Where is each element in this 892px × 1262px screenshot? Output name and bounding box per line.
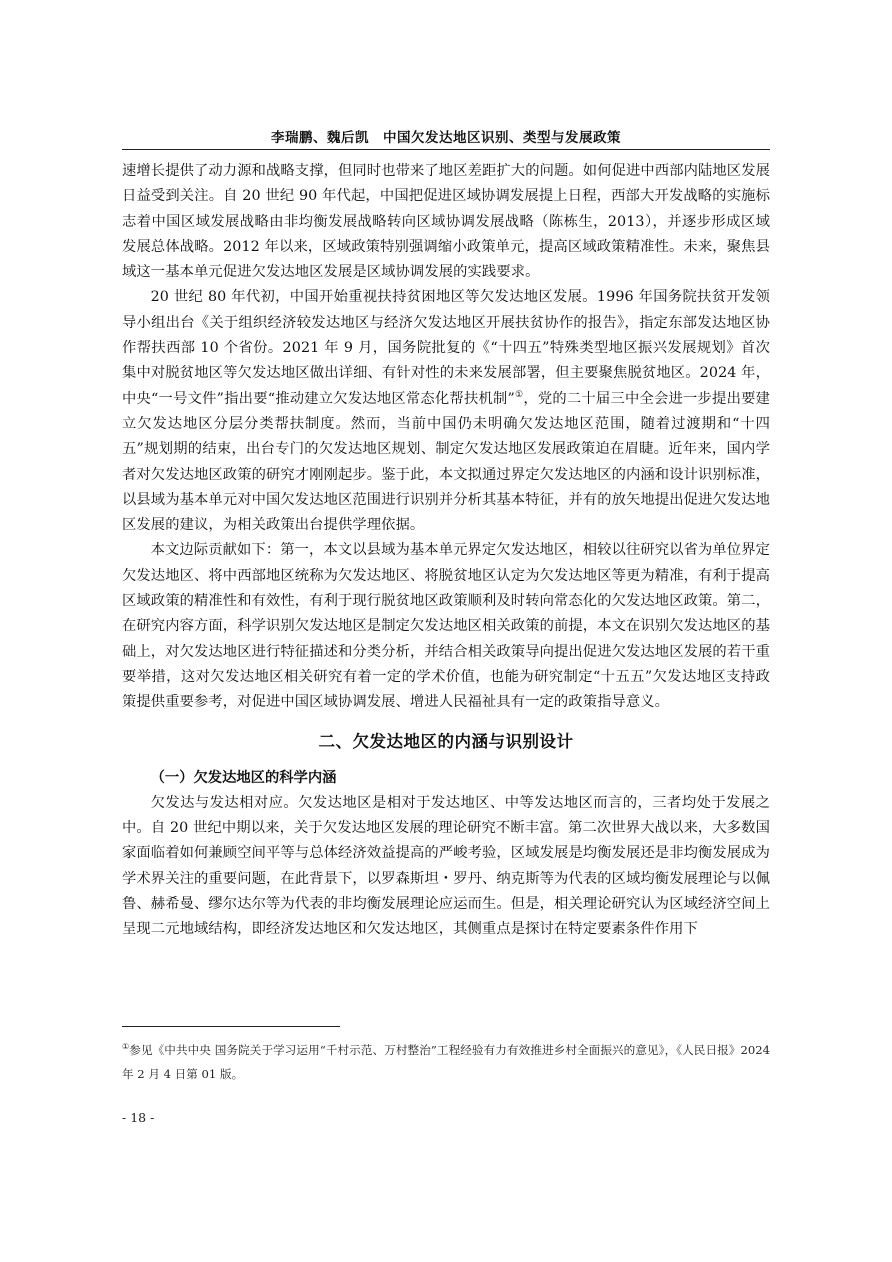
paragraph-2-part-a: 20 世纪 80 年代初，中国开始重视扶持贫困地区等欠发达地区发展。1996 年国务院扶贫开发领导小组出台《关于组织经济较发达地区与经济欠发达地区开展扶贫协作的报告》，指定东部发达地区协作帮扶西部 10 个省份。2021 年 9 月，国务院批复的《“十四五”特殊类型地区振兴发展规划》首次集中对脱贫地区等欠发达地区做出详细、有针对性的未来发展部署，但主要聚焦脱贫地区。2024 年，中央“一号文件”指出要“推动建立欠发达地区常态化帮扶机制” (122, 289, 770, 407)
footnote-mark: ① (122, 1042, 130, 1052)
page-number: - 18 - (122, 1110, 155, 1125)
footnote-rule (122, 1026, 340, 1027)
body-text (122, 159, 770, 943)
paragraph-3: 本文边际贡献如下：第一，本文以县域为基本单元界定欠发达地区，相较以往研究以省为单位界定欠发达地区、将中西部地区统称为欠发达地区、将脱贫地区认定为欠发达地区等更为精准，有利于提高区域政策的精准性和有效性，有利于现行脱贫地区政策顺利及时转向常态化的欠发达地区政策。第二，在研究内容方面，科学识别欠发达地区是制定欠发达地区相关政策的前提，本文在识别欠发达地区的基础上，对欠发达地区进行特征描述和分类分析，并结合相关政策导向提出促进欠发达地区发展的若干重要举措，这对欠发达地区相关研究有着一定的学术价值，也能为研究制定“十五五”欠发达地区支持政策提供重要参考，对促进中国区域协调发展、增进人民福祉具有一定的政策指导意义。 (122, 542, 770, 711)
paragraph-2 (122, 285, 770, 538)
section-heading: 二、欠发达地区的内涵与识别设计 (318, 731, 574, 751)
header-rule (122, 149, 770, 150)
footnote-reference[interactable]: ① (514, 389, 524, 400)
running-header: 李瑞鹏、魏后凯 中国欠发达地区识别、类型与发展政策 (271, 130, 621, 146)
paragraph-2-part-b: ，党的二十届三中全会进一步提出要建立欠发达地区分层分类帮扶制度。然而，当前中国仍未明确欠发达地区范围，随着过渡期和“十四五”规划期的结束，出台专门的欠发达地区规划、制定欠发达地区发展政策迫在眉睫。近年来，国内学者对欠发达地区政策的研究才刚刚起步。鉴于此，本文拟通过界定欠发达地区的内涵和设计识别标准，以县域为基本单元对中国欠发达地区范围进行识别并分析其基本特征，并有的放矢地提出促进欠发达地区发展的建议，为相关政策出台提供学理依据。 (122, 390, 771, 534)
footnote (122, 1038, 770, 1086)
paragraph-1: 速增长提供了动力源和战略支撑，但同时也带来了地区差距扩大的问题。如何促进中西部内陆地区发展日益受到关注。自 20 世纪 90 年代起，中国把促进区域协调发展提上日程，西部大开发战略的实施标志着中国区域发展战略由非均衡发展战略转向区域协调发展战略（陈栋生，2013），并逐步形成区域发展总体战略。2012 年以来，区域政策特别强调缩小政策单元，提高区域政策精准性。未来，聚焦县域这一基本单元促进欠发达地区发展是区域协调发展的实践要求。 (122, 163, 770, 281)
subsection-heading: （一）欠发达地区的科学内涵 (150, 769, 337, 786)
footnote-text: 参见《中共中央 国务院关于学习运用“千村示范、万村整治”工程经验有力有效推进乡村全面振兴的意见》，《人民日报》2024 年 2 月 4 日第 01 版。 (122, 1043, 771, 1081)
paragraph-4: 欠发达与发达相对应。欠发达地区是相对于发达地区、中等发达地区而言的，三者均处于发展之中。自 20 世纪中期以来，关于欠发达地区发展的理论研究不断丰富。第二次世界大战以来，大多数国家面临着如何兼顾空间平等与总体经济效益提高的严峻考验，区域发展是均衡发展还是非均衡发展成为学术界关注的重要问题，在此背景下，以罗森斯坦・罗丹、纳克斯等为代表的区域均衡发展理论与以佩鲁、赫希曼、缪尔达尔等为代表的非均衡发展理论应运而生。但是，相关理论研究认为区域经济空间上呈现二元地域结构，即经济发达地区和欠发达地区，其侧重点是探讨在特定要素条件作用下 (122, 794, 770, 938)
